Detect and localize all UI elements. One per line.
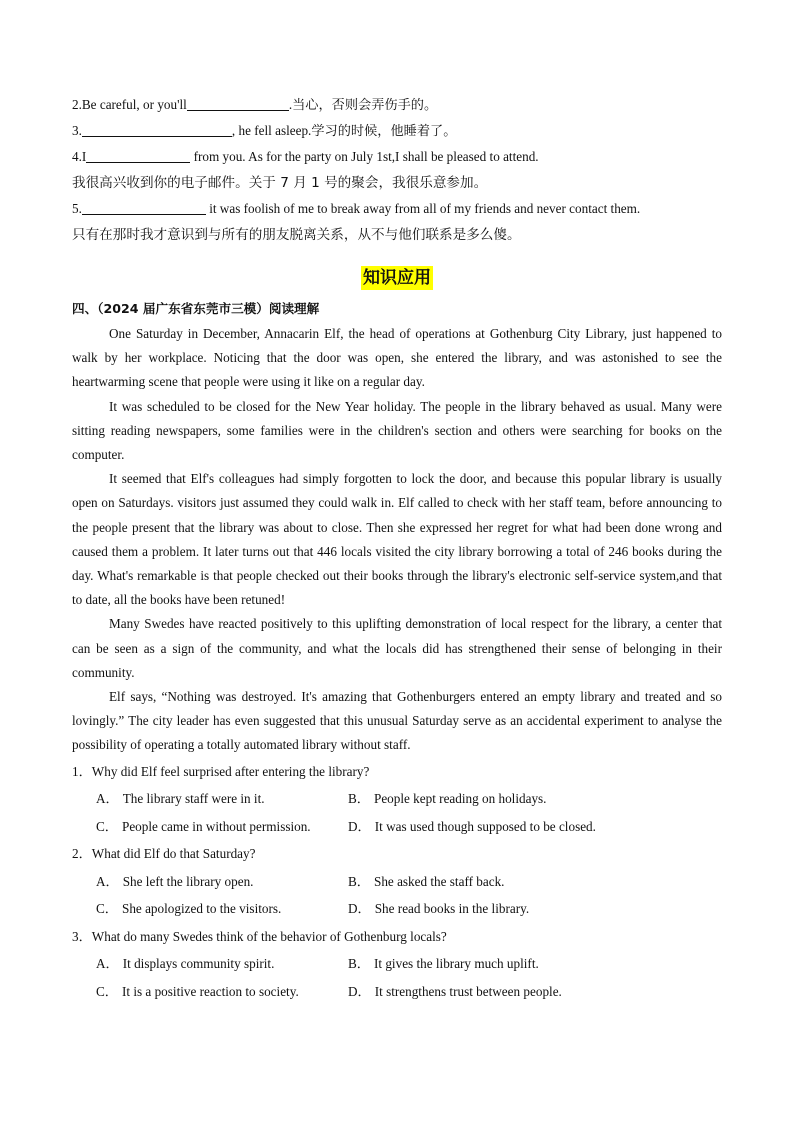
option-letter: C． <box>96 818 118 834</box>
heading-wrap <box>72 266 722 290</box>
passage-paragraph: Many Swedes have reacted positively to this uplifting demonstration of local respect for the library, a center that can be seen as a sign of the community, and what the locals did has strengthened their sense of belonging in their community. <box>72 616 722 680</box>
option-text: It strengthens trust between people. <box>374 983 562 999</box>
reading-passage <box>72 322 722 758</box>
option-b[interactable] <box>348 950 648 978</box>
reading-section-title: 四、（2024 届广东省东莞市三模）阅读理解 <box>72 301 320 316</box>
question-stem: 1．Why did Elf feel surprised after entering the library? <box>72 763 370 779</box>
option-letter: C． <box>96 983 118 999</box>
answer-options <box>72 785 722 840</box>
option-letter: D． <box>348 983 371 999</box>
passage-paragraph: Elf says, “Nothing was destroyed. It's amazing that Gothenburgers entered an empty library and treated and so lovingly.” The city leader has even suggested that this unusual Saturday serve as an accidental experiment to analyse the possibility of operating a totally automated library without staff. <box>72 689 722 753</box>
exercise-number: 2. <box>72 97 82 112</box>
option-text: It gives the library much uplift. <box>373 956 539 972</box>
section-heading: 知识应用 <box>363 268 431 288</box>
option-text: It was used though supposed to be closed. <box>374 818 596 834</box>
option-d[interactable] <box>348 978 648 1006</box>
option-d[interactable] <box>348 895 648 923</box>
answer-blank[interactable] <box>187 95 289 111</box>
option-text: People kept reading on holidays. <box>373 791 547 807</box>
option-letter: D． <box>348 901 371 917</box>
option-letter: A． <box>96 791 119 807</box>
option-letter: B． <box>348 873 370 889</box>
answer-blank[interactable] <box>86 147 190 163</box>
exercise-4 <box>72 144 722 170</box>
exercise-3 <box>72 118 722 144</box>
answer-blank[interactable] <box>82 199 206 215</box>
answer-options <box>72 950 722 1005</box>
option-a[interactable] <box>96 868 348 896</box>
exercise-number: 5. <box>72 201 82 216</box>
option-b[interactable] <box>348 785 648 813</box>
document-page <box>72 92 722 1005</box>
exercise-number: 4. <box>72 149 82 164</box>
exercise-suffix: from you. As for the party on July 1st,I shall be pleased to attend. <box>190 149 539 164</box>
option-c[interactable] <box>96 895 348 923</box>
option-text: She apologized to the visitors. <box>121 901 282 917</box>
exercise-4-translation: 我很高兴收到你的电子邮件。关于 7 月 1 号的聚会，我很乐意参加。 <box>72 175 488 191</box>
exercise-suffix: it was foolish of me to break away from all of my friends and never contact them. <box>205 201 641 216</box>
option-c[interactable] <box>96 813 348 841</box>
passage-paragraph: It seemed that Elf's colleagues had simply forgotten to lock the door, and because this popular library is usually open on Saturdays. visitors just assumed they could walk in. Elf called to check with her staff team, before announcing to the people present that the library was about to close. Then she expressed her regret for what had been done wrong and caused them a problem. It later turns out that 446 locals visited the city library borrowing a total of 246 books during the day. What's remarkable is that people checked out their books through the library's electronic self-service system,and that to date, all the books have been retuned! <box>72 471 722 608</box>
option-letter: A． <box>96 873 119 889</box>
option-letter: B． <box>348 791 370 807</box>
exercise-suffix: , he fell asleep.学习的时候，他睡着了。 <box>231 123 457 138</box>
exercise-2 <box>72 92 722 118</box>
passage-paragraph: One Saturday in December, Annacarin Elf, the head of operations at Gothenburg City Library, just happened to walk by her workplace. Noticing that the door was open, she entered the library, and was astonished to see the heartwarming scene that people were using it like on a regular day. <box>72 326 722 390</box>
question-stem: 2．What did Elf do that Saturday? <box>72 846 256 862</box>
question-stem: 3．What do many Swedes think of the behavior of Gothenburg locals? <box>72 928 447 944</box>
option-letter: A． <box>96 956 119 972</box>
option-b[interactable] <box>348 868 648 896</box>
option-letter: D． <box>348 818 371 834</box>
option-text: People came in without permission. <box>121 818 311 834</box>
option-letter: C． <box>96 901 118 917</box>
exercise-5 <box>72 196 722 222</box>
exercise-suffix: .当心，否则会弄伤手的。 <box>288 97 438 112</box>
option-d[interactable] <box>348 813 648 841</box>
exercise-prefix: I <box>81 149 87 164</box>
answer-options <box>72 868 722 923</box>
option-a[interactable] <box>96 950 348 978</box>
exercise-5-translation: 只有在那时我才意识到与所有的朋友脱离关系，从不与他们联系是多么傻。 <box>72 227 521 243</box>
passage-paragraph: It was scheduled to be closed for the New Year holiday. The people in the library behaved as usual. Many were sitting reading newspapers, some families were in the children's section and others were searching for books on the computer. <box>72 398 722 463</box>
option-text: She asked the staff back. <box>373 873 505 889</box>
option-text: It displays community spirit. <box>122 956 275 972</box>
exercise-prefix: Be careful, or you'll <box>81 97 187 112</box>
question-2 <box>72 840 722 923</box>
option-text: The library staff were in it. <box>122 791 265 807</box>
option-text: She left the library open. <box>122 873 254 889</box>
option-text: It is a positive reaction to society. <box>121 983 299 999</box>
question-3 <box>72 923 722 1006</box>
question-1 <box>72 758 722 841</box>
option-a[interactable] <box>96 785 348 813</box>
answer-blank[interactable] <box>82 121 232 137</box>
option-letter: B． <box>348 956 370 972</box>
option-text: She read books in the library. <box>374 901 530 917</box>
exercise-number: 3. <box>72 123 82 138</box>
option-c[interactable] <box>96 978 348 1006</box>
